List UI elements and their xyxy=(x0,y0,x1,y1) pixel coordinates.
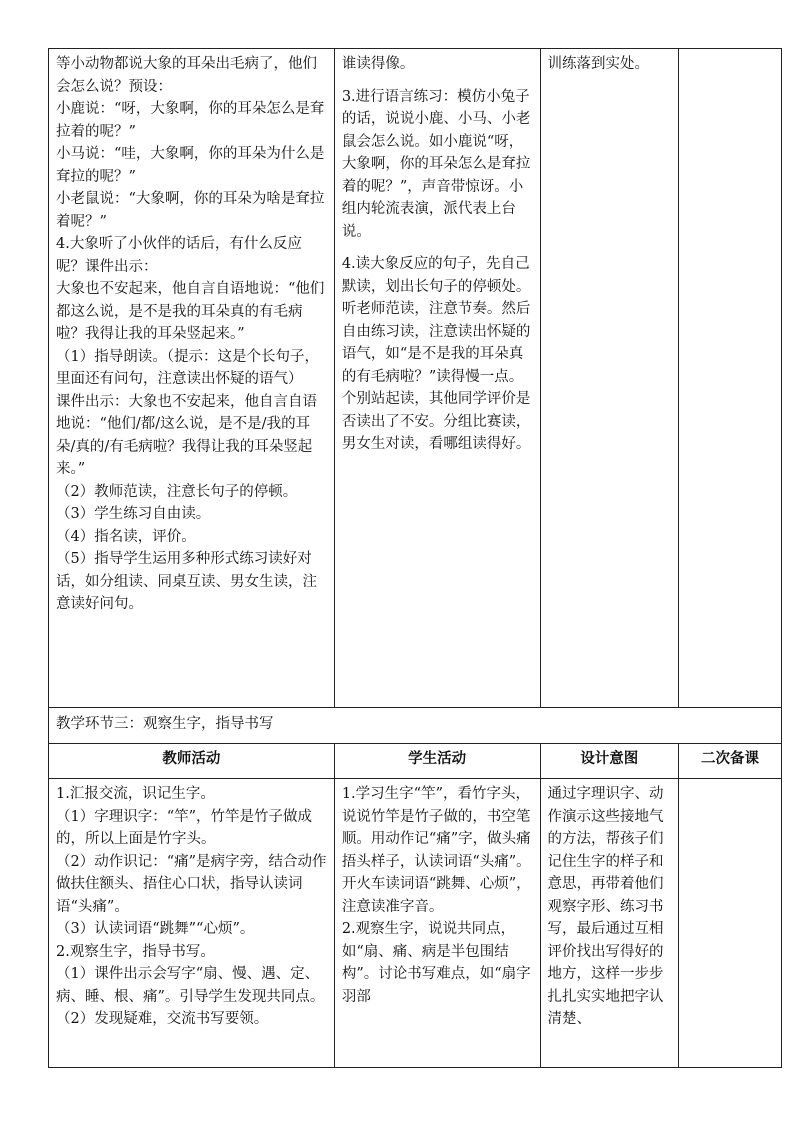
teacher-text: 小鹿说：“呀，大象啊，你的耳朵怎么是耷拉着的呢？” xyxy=(56,101,325,140)
lesson-plan-page xyxy=(48,48,782,1068)
teacher-text: （3）认读词语“跳舞”“心烦”。 xyxy=(56,921,255,937)
teacher-text: 等小动物都说大象的耳朵出毛病了，他们会怎么说？预设： xyxy=(56,56,317,95)
second-prep-cell xyxy=(679,779,782,1068)
teacher-text: （4）指名读，评价。 xyxy=(56,528,196,545)
student-text: 4.读大象反应的句子，先自己默读，划出长句子的停顿处。听老师范读，注意节奏。然后自由练习读，注意读出怀疑的语气，如“是不是我的耳朵真的有毛病啦？”读得慢一点。个别站起读，其他同学评价是否读出了不安。分组比赛读，男女生对读，看哪组读得好。 xyxy=(341,256,531,452)
teacher-text: （1）课件出示会写字“扇、慢、遇、定、病、睡、根、痛”。引导学生发现共同点。 xyxy=(56,966,325,1005)
design-intent-cell xyxy=(540,779,679,1068)
teacher-text: （1）字理识字：“竿”，竹竿是竹子做成的，所以上面是竹字头。 xyxy=(56,808,313,847)
section-title-row xyxy=(49,708,782,744)
teacher-text: 2.观察生字，指导书写。 xyxy=(56,943,215,960)
design-intent-cell xyxy=(540,49,679,708)
lesson-plan-table xyxy=(48,48,782,1068)
student-text: 2.观察生字，说说共同点，如“扇、痛、病是半包围结构”。讨论书写难点，如“扇字羽部 xyxy=(341,921,531,1005)
activity-row xyxy=(49,779,782,1068)
second-prep-cell xyxy=(679,49,782,708)
student-text: 1.学习生字“竿”，看竹字头，说说竹竿是竹子做的，书空笔顺。用动作记“痛”字，做头痛捂头样子，认读词语“头痛”。开火车读词语“跳舞、心烦”，注意读准字音。 xyxy=(341,786,531,915)
teacher-text: 1.汇报交流，识记生字。 xyxy=(56,786,215,802)
teacher-text: 小老鼠说：“大象啊，你的耳朵为啥是耷拉着呢？” xyxy=(56,191,325,230)
section-title: 教学环节三：观察生字，指导书写 xyxy=(49,708,782,744)
student-text: 3.进行语言练习：模仿小兔子的话，说说小鹿、小马、小老鼠会怎么说。如小鹿说“呀，大象啊，你的耳朵怎么是耷拉着的呢？”，声音带惊讶。小组内轮流表演，派代表上台说。 xyxy=(341,88,531,240)
teacher-text: 小马说：“哇，大象啊，你的耳朵为什么是耷拉的呢？” xyxy=(56,146,325,185)
student-activity-cell xyxy=(334,49,540,708)
teacher-text: 课件出示：大象也不安起来，他自言自语地说：“他们/都/这么说，是不是/我的耳朵/真的/有毛病啦？我得让我的耳朵竖起来。” xyxy=(56,393,317,477)
header-teacher-activity: 教师活动 xyxy=(49,744,335,779)
teacher-text: （2）动作识记：“痛”是病字旁，结合动作做扶住额头、捂住心口状，指导认读词语“头痛”。 xyxy=(56,853,327,915)
design-text: 通过字理识字、动作演示这些接地气的方法，帮孩子们记住生字的样子和意思，再带着他们观察字形、练习书写，最后通过互相评价找出写得好的地方，这样一步步扎扎实实地把字认清楚、 xyxy=(547,786,664,1027)
header-design-intent: 设计意图 xyxy=(540,744,679,779)
header-second-prep: 二次备课 xyxy=(679,744,782,779)
teacher-text: （3）学生练习自由读。 xyxy=(56,506,211,522)
teacher-text: （1）指导朗读。（提示：这是个长句子，里面还有问句，注意读出怀疑的语气） xyxy=(56,348,319,387)
teacher-text: （2）教师范读，注意长句子的停顿。 xyxy=(56,483,298,500)
student-activity-cell xyxy=(334,779,540,1068)
teacher-activity-cell xyxy=(49,49,335,708)
table-header-row xyxy=(49,744,782,779)
student-text: 谁读得像。 xyxy=(341,56,415,72)
teacher-text: （5）指导学生运用多种形式练习读好对话，如分组读、同桌互读、男女生读，注意读好问句。 xyxy=(56,551,317,612)
teacher-text: 大象也不安起来，他自言自语地说：“他们都这么说，是不是我的耳朵真的有毛病啦？我得让我的耳朵竖起来。” xyxy=(56,281,325,342)
teacher-text: 4.大象听了小伙伴的话后，有什么反应呢？课件出示： xyxy=(56,236,302,275)
design-text: 训练落到实处。 xyxy=(547,56,650,72)
activity-row-continued xyxy=(49,49,782,708)
teacher-text: （2）发现疑难，交流书写要领。 xyxy=(56,1011,269,1027)
teacher-activity-cell xyxy=(49,779,335,1068)
header-student-activity: 学生活动 xyxy=(334,744,540,779)
